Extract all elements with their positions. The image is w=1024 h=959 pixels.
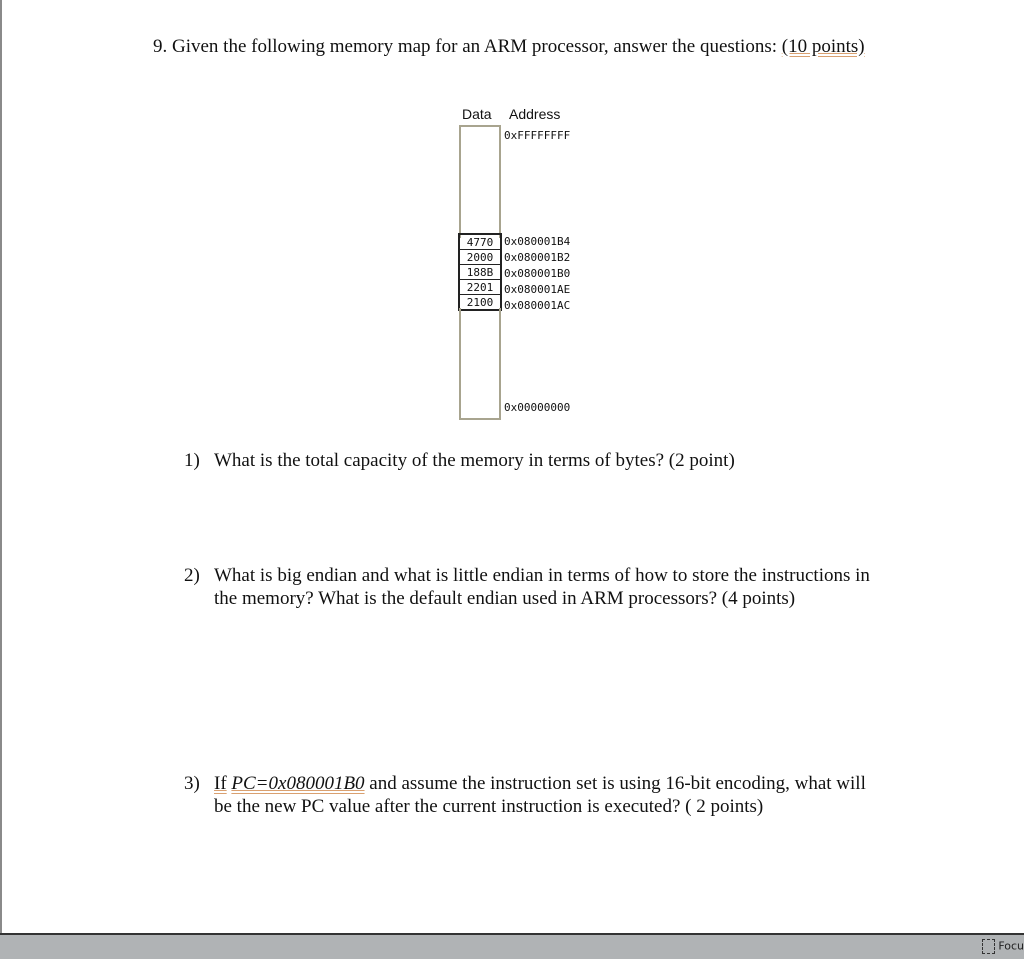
memory-upper-region [459, 125, 501, 238]
subquestion-text [214, 772, 884, 818]
question-number: 9. [153, 36, 168, 57]
memory-lower-region [459, 308, 501, 420]
pc-value: PC=0x080001B0 [231, 773, 365, 794]
subquestion-number: 2) [184, 565, 200, 586]
question-prompt: Given the following memory map for an ARM processor, answer the questions: [172, 36, 778, 57]
subquestion-text: What is the total capacity of the memory in terms of bytes? (2 point) [214, 450, 735, 471]
question-title [153, 35, 873, 59]
cell-address: 0x080001B0 [504, 267, 571, 280]
status-bar [0, 933, 1024, 959]
subquestion-text: What is big endian and what is little endian in terms of how to store the instructions in the memory? What is the default endian used in ARM processors? (4 points) [214, 565, 870, 609]
if-word: If [214, 773, 227, 794]
focus-icon [982, 939, 995, 954]
memory-cells [458, 233, 502, 311]
cell-address: 0x080001AE [504, 283, 571, 296]
focus-label: Focu [998, 939, 1024, 953]
address-column-label: Address [509, 106, 561, 122]
memory-cell: 2100 [466, 296, 494, 309]
cell-address: 0x080001B4 [504, 235, 571, 248]
bottom-address: 0x00000000 [504, 401, 571, 414]
subquestion-number: 1) [184, 450, 200, 471]
memory-cell: 2000 [460, 250, 500, 265]
memory-cell: 4770 [460, 235, 500, 250]
focus-mode-button[interactable] [982, 939, 1024, 954]
subquestion-number: 3) [184, 773, 200, 794]
data-column-label: Data [462, 106, 492, 122]
cell-address: 0x080001AC [504, 299, 571, 312]
memory-map-diagram [458, 106, 598, 426]
memory-cell: 188B [460, 265, 500, 280]
top-address: 0xFFFFFFFF [504, 129, 571, 142]
question-points: (10 points) [781, 36, 865, 57]
subquestion-rest: and assume the instruction set is using 16-bit encoding, what will be the new PC value after the current instruction is executed? ( 2 points) [214, 773, 866, 817]
cell-address: 0x080001B2 [504, 251, 571, 264]
memory-cell: 2201 [460, 280, 500, 295]
